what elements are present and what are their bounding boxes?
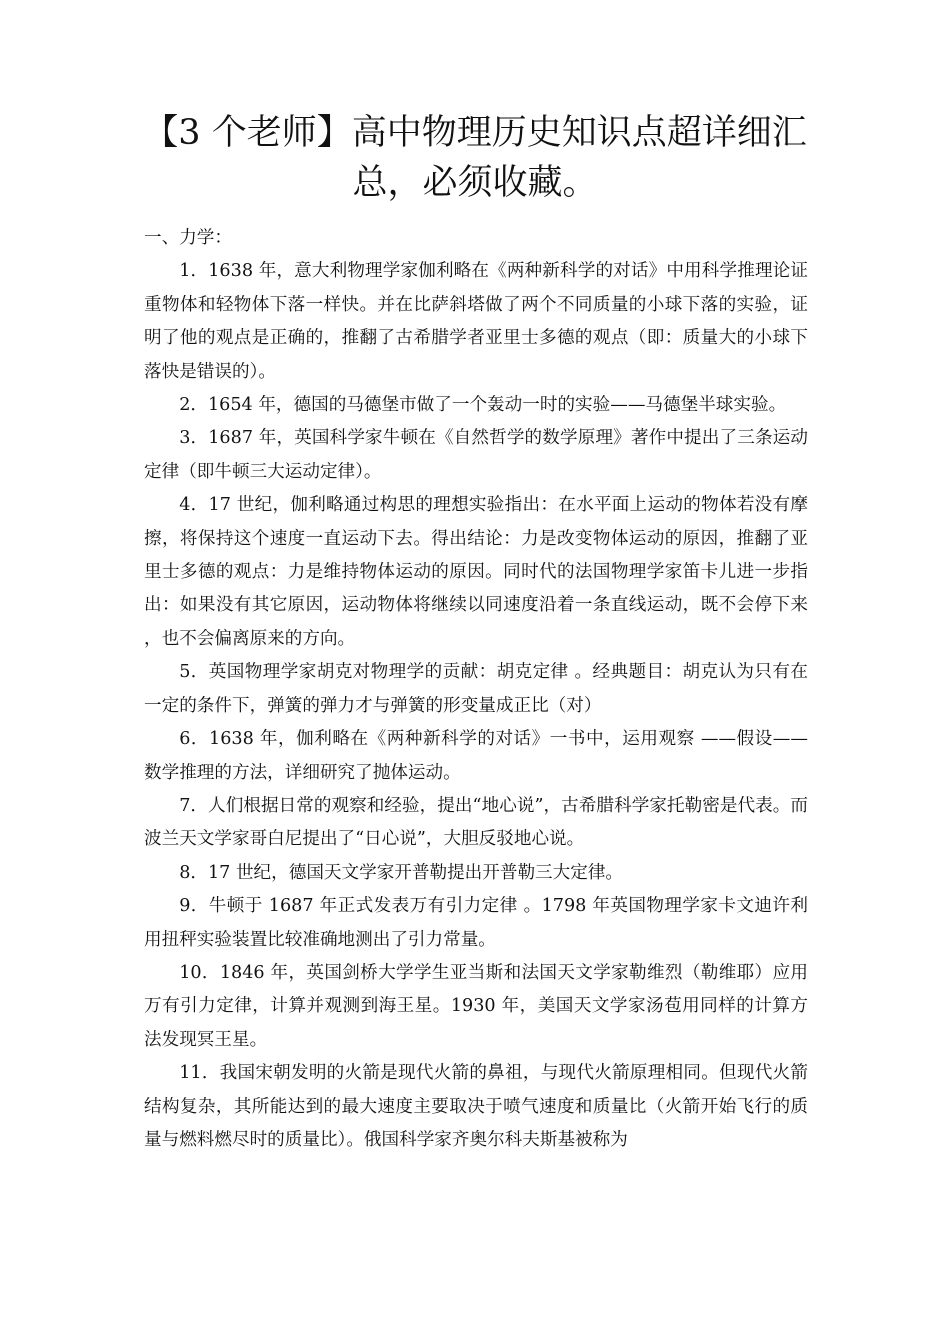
document-body [144,222,808,1157]
paragraph-1: 1．1638 年，意大利物理学家伽利略在《两种新科学的对话》中用科学推理论证重物体和轻物体下落一样快。并在比萨斜塔做了两个不同质量的小球下落的实验，证明了他的观点是正确的，推翻了古希腊学者亚里士多德的观点（即：质量大的小球下落快是错误的）。 [144,261,808,382]
title-line-2: 总，必须收藏。 [352,163,598,203]
paragraph-9: 9．牛顿于 1687 年正式发表万有引力定律 。1798 年英国物理学家卡文迪许利用扭秤实验装置比较准确地测出了引力常量。 [144,896,808,950]
paragraph-11: 11．我国宋朝发明的火箭是现代火箭的鼻祖，与现代火箭原理相同。但现代火箭结构复杂，其所能达到的最大速度主要取决于喷气速度和质量比（火箭开始飞行的质量与燃料燃尽时的质量比）。俄国科学家齐奥尔科夫斯基被称为 [144,1063,808,1150]
paragraph-5: 5．英国物理学家胡克对物理学的贡献：胡克定律 。经典题目：胡克认为只有在一定的条件下，弹簧的弹力才与弹簧的形变量成正比（对） [144,662,808,716]
paragraph-7: 7．人们根据日常的观察和经验，提出“地心说”，古希腊科学家托勒密是代表。而波兰天文学家哥白尼提出了“日心说”，大胆反驳地心说。 [144,795,808,850]
paragraph-6: 6．1638 年，伽利略在《两种新科学的对话》一书中，运用观察 ——假设——数学推理的方法，详细研究了抛体运动。 [144,729,808,783]
paragraph-2: 2．1654 年，德国的马德堡市做了一个轰动一时的实验——马德堡半球实验。 [179,395,787,416]
paragraph-3: 3．1687 年，英国科学家牛顿在《自然哲学的数学原理》著作中提出了三条运动定律（即牛顿三大运动定律）。 [144,428,808,482]
paragraph-4: 4．17 世纪，伽利略通过构思的理想实验指出：在水平面上运动的物体若没有摩擦，将保持这个速度一直运动下去。得出结论：力是改变物体运动的原因，推翻了亚里士多德的观点：力是维持物体运动的原因。同时代的法国物理学家笛卡儿进一步指出：如果没有其它原因，运动物体将继续以同速度沿着一条直线运动，既不会停下来，也不会偏离原来的方向。 [144,495,808,649]
title-line-1: 【3 个老师】高中物理历史知识点超详细汇 [143,113,807,153]
paragraph-8: 8．17 世纪，德国天文学家开普勒提出开普勒三大定律。 [179,862,624,883]
paragraph-10: 10．1846 年，英国剑桥大学学生亚当斯和法国天文学家勒维烈（勒维耶）应用万有引力定律，计算并观测到海王星。1930 年，美国天文学家汤苞用同样的计算方法发现冥王星。 [144,962,808,1050]
document-title [120,108,830,208]
section-heading: 一、力学： [144,228,232,248]
